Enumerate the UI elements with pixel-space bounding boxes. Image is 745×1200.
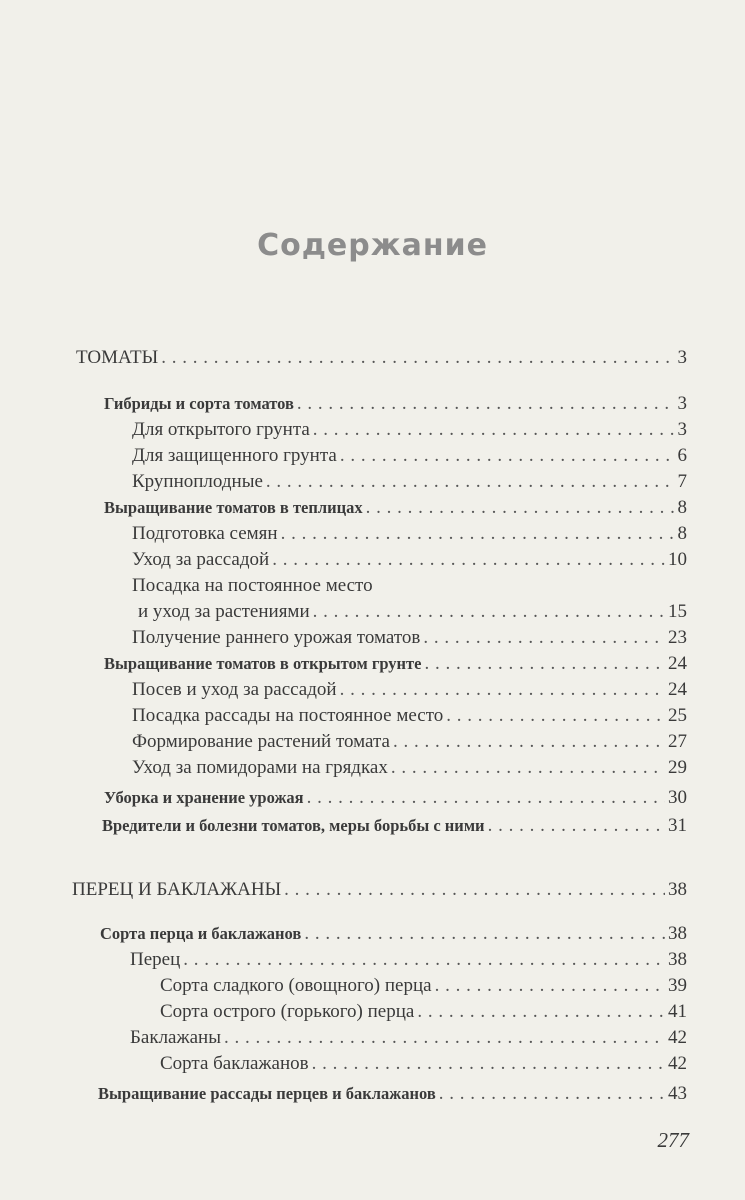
toc-entry-page: 27 [668, 731, 687, 752]
toc-entry-page: 6 [677, 445, 687, 466]
toc-leader [435, 972, 665, 1000]
page-number: 277 [657, 1128, 689, 1152]
toc-entry-page: 38 [668, 879, 687, 900]
toc-entry-label: Посадка рассады на постоянное место [132, 705, 444, 726]
toc-entry-page: 42 [668, 1027, 687, 1048]
toc-entry-label: Посадка на постоянное место [132, 575, 373, 596]
toc-entry [98, 1080, 687, 1108]
toc-entry-page: 29 [668, 757, 687, 778]
toc-leader [424, 650, 665, 678]
toc-leader [272, 546, 665, 574]
toc-leader [423, 624, 665, 652]
toc-entry-label: Сорта острого (горького) перца [160, 1001, 415, 1022]
toc-entry-page: 10 [668, 549, 687, 570]
toc-entry [132, 754, 687, 782]
toc-entry [132, 546, 687, 574]
toc-leader [366, 494, 675, 522]
toc-leader [488, 812, 665, 840]
toc-entry [132, 676, 687, 704]
toc-entry-label: Сорта перца и баклажанов [100, 924, 302, 943]
toc-entry-label: Формирование растений томата [132, 731, 390, 752]
toc-leader [312, 1050, 665, 1078]
toc-leader [417, 998, 665, 1026]
toc-leader [391, 754, 665, 782]
toc-leader [284, 876, 665, 904]
toc-entry-page: 30 [668, 787, 687, 808]
toc-entry-page: 41 [668, 1001, 687, 1022]
toc-entry [102, 812, 687, 840]
toc-entry [160, 998, 687, 1026]
toc-entry [104, 650, 687, 678]
toc-leader [281, 520, 675, 548]
toc-entry-label: ТОМАТЫ [76, 347, 159, 368]
toc-entry-label: Посев и уход за рассадой [132, 679, 337, 700]
toc-entry-label: Гибриды и сорта томатов [104, 394, 294, 413]
toc-entry-label: Для защищенного грунта [132, 445, 337, 466]
toc-leader [297, 390, 675, 418]
toc-entry-label: Сорта сладкого (овощного) перца [160, 975, 432, 996]
toc-entry-page: 38 [668, 949, 687, 970]
toc-entry-page: 31 [668, 815, 687, 836]
toc-entry [130, 1024, 687, 1052]
toc-leader [161, 344, 674, 372]
toc-entry-page: 43 [668, 1083, 687, 1104]
toc-entry [132, 520, 687, 548]
toc-entry-label: и уход за растениями [138, 601, 310, 622]
toc-leader [439, 1080, 665, 1108]
toc-leader [224, 1024, 665, 1052]
toc-entry [76, 344, 687, 372]
toc-entry-label: Уход за помидорами на грядках [132, 757, 388, 778]
toc-leader [266, 468, 675, 496]
toc-entry [104, 390, 687, 418]
toc-leader [340, 676, 665, 704]
toc-entry-label: Крупноплодные [132, 471, 263, 492]
toc-entry [104, 784, 687, 812]
toc-leader [307, 784, 665, 812]
toc-entry [138, 598, 687, 626]
toc-entry [160, 1050, 687, 1078]
toc-entry-label: Перец [130, 949, 181, 970]
toc-entry-page: 24 [668, 679, 687, 700]
toc-entry-page: 24 [668, 653, 687, 674]
toc-leader [313, 416, 675, 444]
toc-entry-page: 38 [668, 923, 687, 944]
toc-entry [132, 728, 687, 756]
toc-entry-label: Получение раннего урожая томатов [132, 627, 421, 648]
toc-entry-page: 8 [677, 523, 687, 544]
toc-entry-label: Выращивание томатов в теплицах [104, 498, 363, 517]
toc-entry-label: Баклажаны [130, 1027, 221, 1048]
toc-entry-page: 25 [668, 705, 687, 726]
toc-entry-page: 3 [677, 393, 687, 414]
toc-entry-label: ПЕРЕЦ И БАКЛАЖАНЫ [72, 879, 282, 900]
toc-entry [130, 946, 687, 974]
toc-entry-page: 3 [677, 347, 687, 368]
toc-entry [72, 876, 687, 904]
toc-entry-label: Вредители и болезни томатов, меры борьбы с ними [102, 816, 485, 835]
toc-entry-label: Выращивание томатов в открытом грунте [104, 654, 422, 673]
toc-entry-page: 8 [677, 497, 687, 518]
toc-entry-label: Уборка и хранение урожая [104, 788, 304, 807]
page-title: Содержание [257, 228, 488, 263]
toc-entry-page: 3 [677, 419, 687, 440]
toc-entry-page: 7 [677, 471, 687, 492]
toc-leader [183, 946, 665, 974]
toc-leader [393, 728, 665, 756]
toc-entry-label: Подготовка семян [132, 523, 278, 544]
toc-entry [132, 624, 687, 652]
toc-entry-label: Сорта баклажанов [160, 1053, 309, 1074]
toc-entry [100, 920, 687, 948]
toc-entry-page: 39 [668, 975, 687, 996]
toc-entry-page: 42 [668, 1053, 687, 1074]
toc-entry-label: Уход за рассадой [132, 549, 270, 570]
toc-entry-label: Выращивание рассады перцев и баклажанов [98, 1084, 436, 1103]
toc-entry-label: Для открытого грунта [132, 419, 310, 440]
toc-leader [446, 702, 665, 730]
toc-leader [340, 442, 675, 470]
toc-leader [304, 920, 665, 948]
toc-leader [313, 598, 665, 626]
toc-entry-page: 23 [668, 627, 687, 648]
toc-entry [132, 416, 687, 444]
toc-entry [104, 494, 687, 522]
toc-entry-page: 15 [668, 601, 687, 622]
toc-entry [132, 468, 687, 496]
toc-entry [132, 442, 687, 470]
toc-entry [160, 972, 687, 1000]
toc-entry [132, 702, 687, 730]
